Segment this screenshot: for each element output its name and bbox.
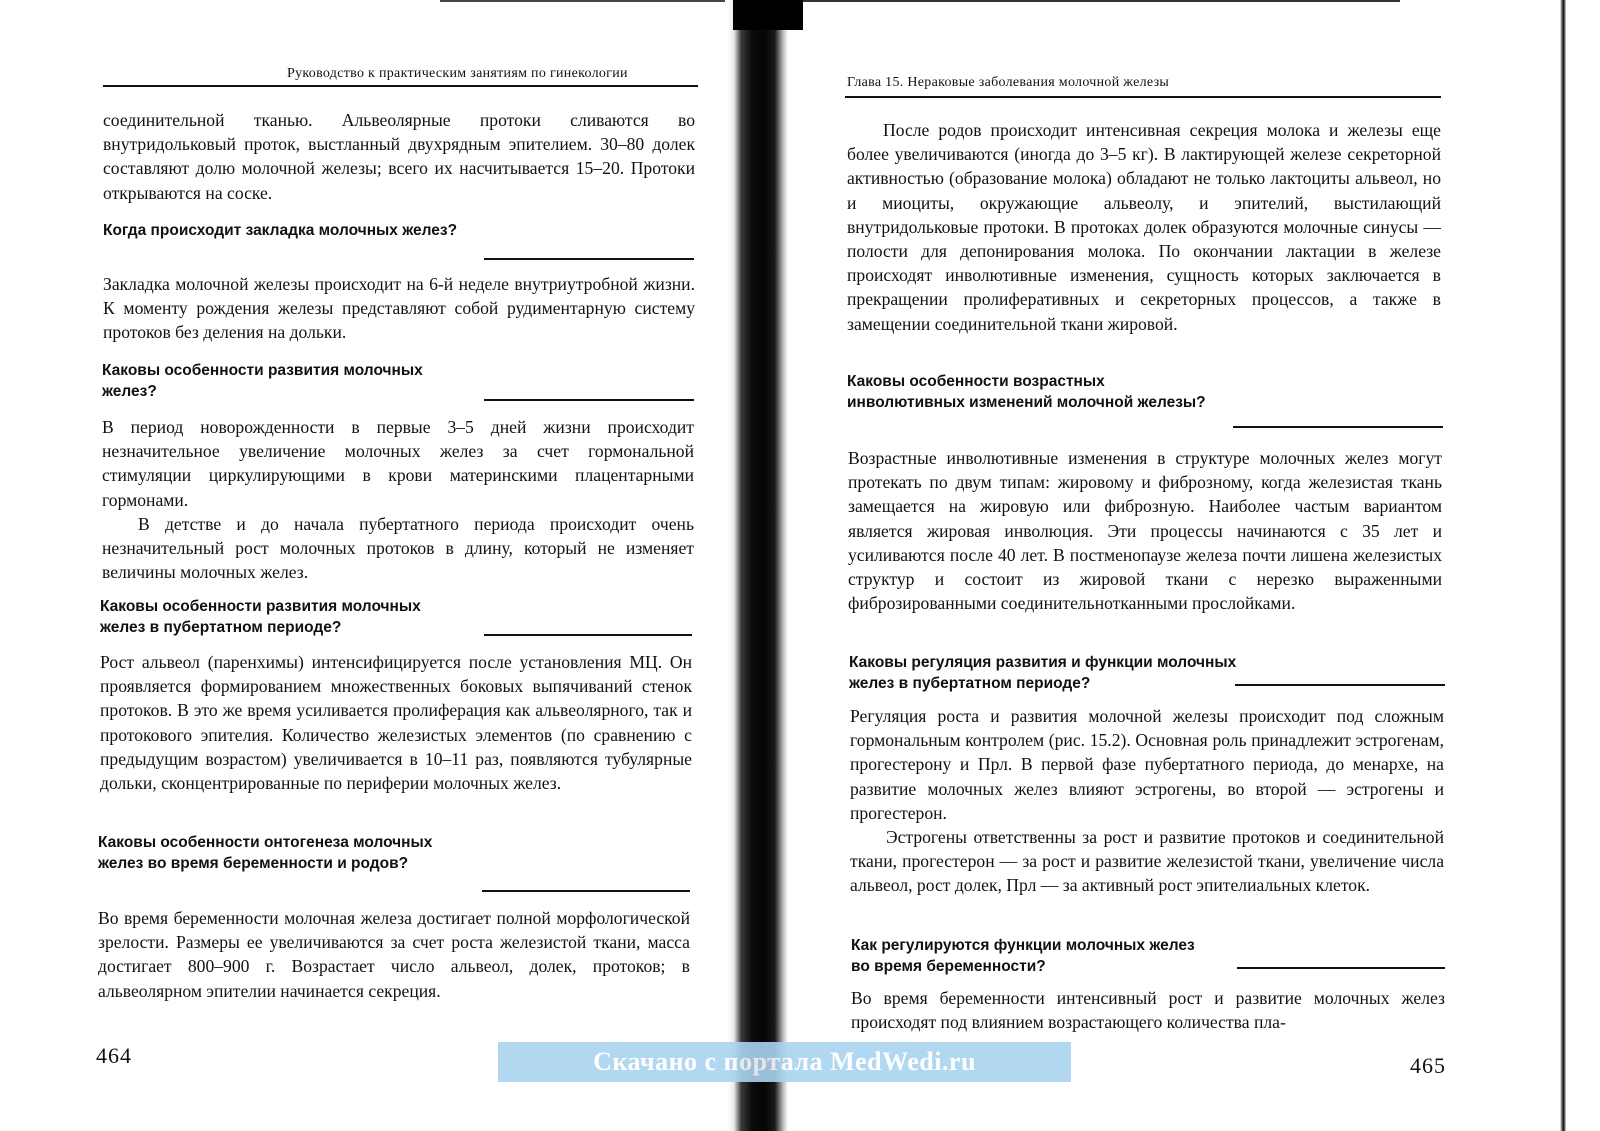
section-question: Как регулируются функции молочных желез во время беременности? <box>851 937 1195 975</box>
intro-paragraph: После родов происходит интенсивная секреция молока и железы еще более увеличиваются (иногда до 3–5 кг). В лактирующей железе секреторной активностью (образование молока) обладают не только лактоциты альвеол, но и миоциты, окружающие альвеолу, и эпителий, выстилающий внутридольковые протоки. В протоках долек образуются молочные синусы — полости для депонирования молока. По окончании лактации в железе происходят инволютивные изменения, сущность которых заключается в прекращении пролиферативных и секреторных процессов, а также в замещении соединительной ткани жировой. <box>847 120 1441 334</box>
question-rule <box>1235 684 1445 686</box>
book-gutter <box>728 0 788 1131</box>
running-head: Руководство к практическим занятиям по гинекологии <box>287 66 628 81</box>
question-rule <box>484 258 694 260</box>
section-body: Во время беременности молочная железа достигает полной морфологической зрелости. Размеры ее увеличиваются за счет роста железистой ткани, масса достигает 800–900 г. Возрастает число альвеол, долек, протоков; в альвеолярном эпителии начинается секреция. <box>98 908 690 1001</box>
section-body: Рост альвеол (паренхимы) интенсифицируется после установления МЦ. Он проявляется формированием множественных боковых выпячиваний стенок протоков. В это же время усиливается пролиферация как альвеолярного, так и протокового эпителия. Количество железистых элементов (по сравнению с предыдущим возрастом) увеличивается в 10–11 раз, появляются тубулярные дольки, сконцентрированные по периферии молочных желез. <box>100 652 692 794</box>
question-rule <box>484 634 692 636</box>
section-question: Каковы особенности развития молочных желез? <box>102 362 423 400</box>
question-rule <box>484 399 694 401</box>
page-number: 464 <box>96 1043 132 1068</box>
question-rule <box>1237 967 1445 969</box>
right-page <box>790 0 1600 1131</box>
question-rule <box>482 890 690 892</box>
section-body: В период новорожденности в первые 3–5 дней жизни происходит незначительное увеличение молочных желез за счет гормональной стимуляции циркулирующими в крови материнскими плацентарными гормонами. В детстве и до начала пубертатного периода происходит очень незначительный рост молочных протоков в длину, который не изменяет величины молочных желез. <box>102 417 694 583</box>
section-question: Каковы особенности онтогенеза молочных желез во время беременности и родов? <box>98 834 433 872</box>
question-rule <box>1233 426 1443 428</box>
intro-paragraph: соединительной тканью. Альвеолярные протоки сливаются во внутридольковый проток, выстланный двухрядным эпителием. 30–80 долек составляют долю молочной железы; всего их насчитывается 15–20. Протоки открываются на соске. <box>103 110 695 203</box>
watermark-banner: Скачано с портала MedWedi.ru <box>498 1042 1071 1082</box>
scan-right-edge <box>1560 0 1566 1131</box>
header-rule <box>845 96 1441 98</box>
section-body: Во время беременности интенсивный рост и развитие молочных желез происходят под влиянием возрастающего количества пла- <box>851 988 1445 1033</box>
section-question: Каковы особенности развития молочных желез в пубертатном периоде? <box>100 598 421 636</box>
section-body: Возрастные инволютивные изменения в структуре молочных желез могут протекать по двум типам: жировому и фиброзному, когда железистая ткань замещается на жировую или фиброзную. Наиболее частым вариантом является жировая инволюция. Эти процессы начинаются с 35 лет и усиливаются после 40 лет. В постменопаузе железа почти лишена железистых структур и состоит из жировой ткани с нерезко выраженными фиброзированными соединительнотканными прослойками. <box>848 448 1442 614</box>
section-body: Регуляция роста и развития молочной железы происходит под сложным гормональным контролем (рис. 15.2). Основная роль принадлежит эстрогенам, прогестерону и Прл. В первой фазе пубертатного периода, до менархе, на развитие молочных желез влияют эстрогены, во второй — эстрогены и прогестерон. Эстрогены ответственны за рост и развитие протоков и соединительной ткани, прогестерон — за рост и развитие железистой ткани, увеличение числа альвеол, рост долек, Прл — за активный рост эпителиальных клеток. <box>850 706 1444 896</box>
section-question: Каковы регуляция развития и функции молочных желез в пубертатном периоде? <box>849 654 1237 692</box>
section-question: Каковы особенности возрастных инволютивных изменений молочной железы? <box>847 373 1206 411</box>
header-rule <box>103 85 698 87</box>
left-page <box>0 0 740 1131</box>
section-question: Когда происходит закладка молочных желез? <box>103 222 458 239</box>
page-number: 465 <box>1410 1053 1446 1078</box>
section-body: Закладка молочной железы происходит на 6-й неделе внутриутробной жизни. К моменту рождения железы представляют собой рудиментарную систему протоков без деления на дольки. <box>103 274 695 343</box>
running-head: Глава 15. Нераковые заболевания молочной железы <box>847 75 1170 90</box>
